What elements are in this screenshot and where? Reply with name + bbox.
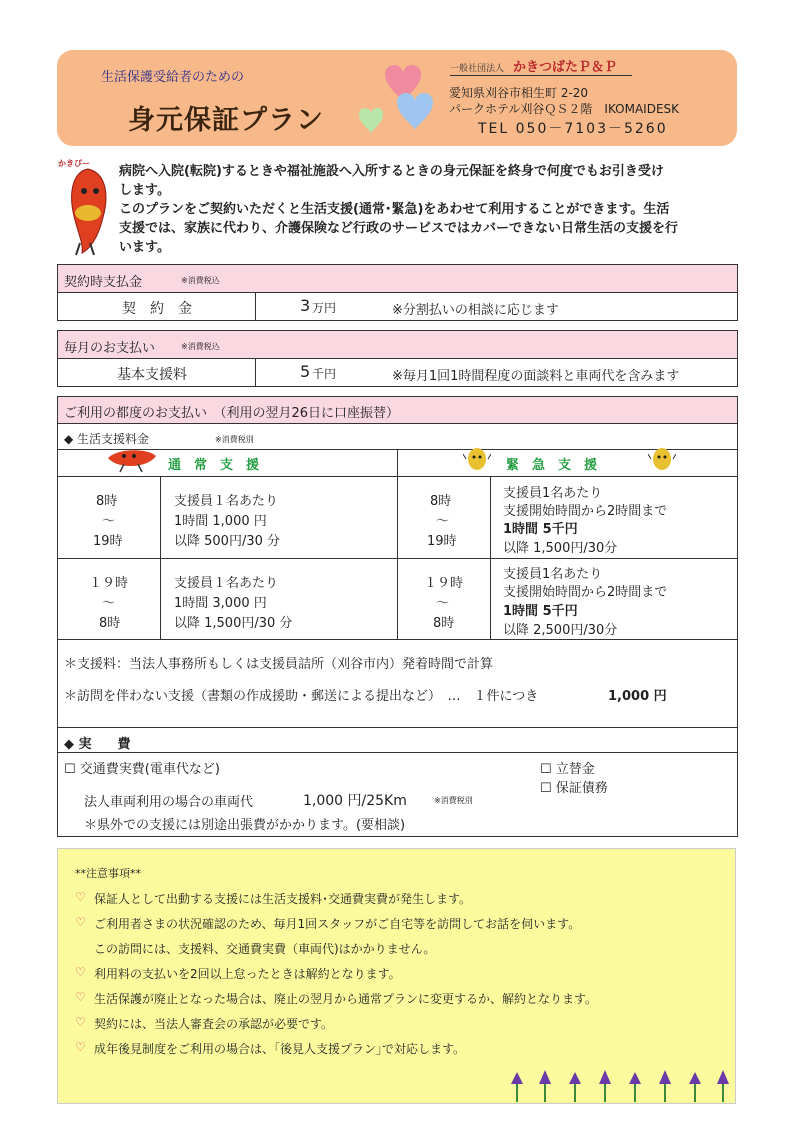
rate-line-4: 以降 2,500円/30分	[503, 623, 618, 638]
outside-prefecture-note: ＊県外での支援には別途出張費がかかります。(要相談)	[84, 818, 406, 833]
heart-icon: ♡	[75, 965, 86, 979]
monthly-amount: 5	[300, 362, 311, 381]
rate-line-2: 1時間 1,000 円	[174, 514, 267, 529]
contract-title: 契約時支払金	[64, 275, 143, 290]
heart-decoration-icon	[355, 54, 450, 142]
lemon-mascot-icon-2	[648, 444, 676, 476]
time-to: 8時	[433, 616, 455, 631]
divider	[255, 359, 256, 387]
iris-flowers-icon	[505, 1064, 733, 1102]
monthly-note: ※毎月1回1時間程度の面談料と車両代を含みます	[392, 369, 680, 384]
rate-line-3: 以降 1,500円/30 分	[174, 616, 293, 631]
intro-line-3: このプランをご契約いただくと生活支援(通常･緊急)をあわせて利用することができます。生活	[119, 202, 670, 217]
time-to: 19時	[427, 534, 457, 549]
rate-line-3: 1時間 5千円	[503, 522, 578, 537]
divider	[57, 639, 738, 640]
usage-title: ご利用の都度のお支払い （利用の翌月26日に口座振替）	[64, 406, 400, 421]
rate-line-1: 支援員１名あたり	[174, 494, 279, 509]
time-from: １９時	[424, 576, 464, 591]
contract-note: ※分割払いの相談に応じます	[392, 303, 559, 318]
contract-amount: 3	[300, 296, 311, 315]
contract-tax-note: ※消費税込	[181, 276, 220, 285]
time-from: １９時	[89, 576, 129, 591]
org-name: かきつばたＰ＆Ｐ	[513, 60, 618, 75]
time-tilde: ～	[102, 514, 116, 529]
heart-icon: ♡	[75, 915, 86, 929]
divider	[57, 752, 738, 753]
divider	[57, 727, 738, 728]
transport-cost: ☐ 交通費実費(電車代など)	[64, 762, 220, 777]
rate-line-3: 以降 500円/30 分	[174, 534, 280, 549]
support-fee-tax-note: ※消費税別	[215, 435, 254, 444]
remark-non-visit-price: 1,000 円	[608, 689, 667, 704]
header-subtitle: 生活保護受給者のための	[101, 70, 245, 85]
heart-icon: ♡	[75, 1015, 86, 1029]
monthly-title: 毎月のお支払い	[64, 341, 156, 356]
intro-line-4: 支援では、家族に代わり、介護保険など行政のサービスではカバーできない日常生活の支援を行	[119, 221, 679, 236]
intro-line-5: います。	[119, 240, 170, 255]
emergency-support-label: 緊 急 支 援	[506, 458, 598, 473]
org-prefix: 一般社団法人	[450, 64, 505, 74]
note-item: 契約には、当法人審査会の承認が必要です。	[94, 1017, 334, 1031]
intro-line-1: 病院へ入院(転院)するときや福祉施設へ入所するときの身元保証を終身で何度でもお引き受け	[119, 164, 664, 179]
address-line-1: 愛知県刈谷市相生町 2-20	[449, 86, 589, 100]
advance-payment: ☐ 立替金	[540, 762, 595, 777]
rate-line-1: 支援員1名あたり	[503, 486, 603, 501]
rate-line-4: 以降 1,500円/30分	[503, 541, 618, 556]
pepper-mascot-icon	[104, 446, 160, 474]
note-item: 生活保護が廃止となった場合は、廃止の翌月から通常プランに変更するか、解約となります。	[94, 992, 598, 1006]
monthly-header	[58, 331, 737, 359]
rate-line-3: 1時間 5千円	[503, 604, 578, 619]
note-sub-item: この訪問には、支援料、交通費実費（車両代)はかかりません。	[94, 942, 436, 956]
address-line-2: パークホテル刈谷ＱＳ２階 IKOMAIDESK	[449, 102, 680, 116]
org-underline	[450, 75, 632, 76]
heart-icon: ♡	[75, 1040, 86, 1054]
note-item: ご利用者さまの状況確認のため、毎月1回スタッフがご自宅等を訪問してお話を伺います。	[94, 917, 581, 931]
rate-line-2: 支援開始時間から2時間まで	[503, 504, 668, 519]
section-support-fee: ◆ 生活支援料金	[64, 432, 150, 446]
heart-icon: ♡	[75, 890, 86, 904]
rate-line-1: 支援員1名あたり	[503, 567, 603, 582]
phone-number: TEL 050－7103－5260	[478, 121, 668, 137]
rate-line-1: 支援員１名あたり	[174, 576, 279, 591]
time-tilde: ～	[436, 514, 450, 529]
time-tilde: ～	[102, 596, 116, 611]
time-from: 8時	[96, 494, 118, 509]
time-from: 8時	[430, 494, 452, 509]
note-item: 成年後見制度をご利用の場合は、｢後見人支援プラン｣で対応します。	[94, 1042, 466, 1056]
contract-item: 契 約 金	[122, 301, 192, 317]
monthly-item: 基本支援料	[117, 367, 187, 383]
divider	[397, 450, 398, 639]
contract-header	[58, 265, 737, 293]
divider	[255, 293, 256, 321]
rate-line-2: 1時間 3,000 円	[174, 596, 267, 611]
note-item: 保証人として出動する支援には生活支援料･交通費実費が発生します。	[94, 892, 472, 906]
car-fee-label: 法人車両利用の場合の車両代	[84, 795, 254, 810]
notes-heading: **注意事項**	[75, 867, 141, 880]
remark-non-visit: ＊訪問を伴わない支援（書類の作成援助・郵送による提出など） … １件につき	[64, 689, 539, 704]
note-item: 利用料の支払いを2回以上怠ったときは解約となります。	[94, 967, 401, 981]
page-title: 身元保証プラン	[128, 105, 324, 136]
monthly-tax-note: ※消費税込	[181, 342, 220, 351]
guarantee-debt: ☐ 保証債務	[540, 781, 608, 796]
heart-icon: ♡	[75, 990, 86, 1004]
normal-support-label: 通 常 支 援	[168, 458, 260, 473]
time-to: 8時	[99, 616, 121, 631]
monthly-unit: 千円	[312, 367, 337, 381]
time-to: 19時	[93, 534, 123, 549]
rate-line-2: 支援開始時間から2時間まで	[503, 585, 668, 600]
mascot-label: かきぴー	[58, 159, 90, 168]
remark-fee-calc: ＊支援料：当法人事務所もしくは支援員詰所（刈谷市内）発着時間で計算	[64, 657, 494, 672]
intro-line-2: します。	[119, 183, 170, 198]
lemon-mascot-icon	[463, 444, 491, 476]
mascot-pepper-icon	[62, 165, 114, 257]
divider	[57, 558, 738, 559]
car-fee-tax-note: ※消費税別	[434, 796, 473, 805]
contract-unit: 万円	[312, 301, 337, 315]
car-fee-value: 1,000 円/25Km	[303, 793, 407, 809]
time-tilde: ～	[436, 596, 450, 611]
section-actual-costs: ◆ 実 費	[64, 737, 131, 752]
